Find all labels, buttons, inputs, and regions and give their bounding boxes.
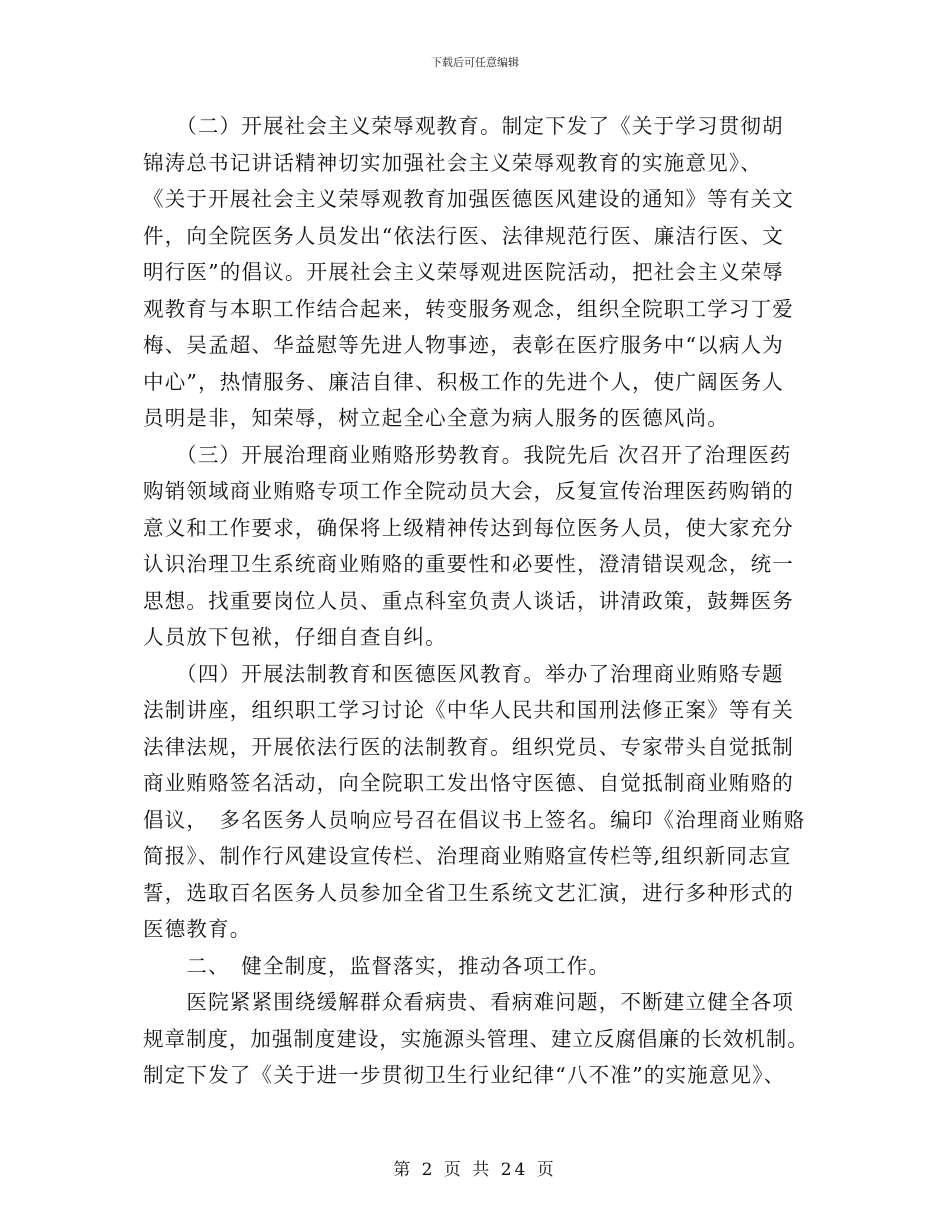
paragraph-line: 意义和工作要求，确保将上级精神传达到每位医务人员，使大家充分 (143, 515, 794, 540)
paragraph-line: 中心”，热情服务、廉洁自律、积极工作的先进个人，使广阔医务人 (143, 369, 784, 394)
paragraph-line: 件，向全院医务人员发出“依法行医、法律规范行医、廉洁行医、文 (143, 223, 784, 248)
paragraph-line: 人员放下包袱，仔细自查自纠。 (143, 625, 447, 649)
paragraph-line: 思想。找重要岗位人员、重点科室负责人谈话，讲清政策，鼓舞医务 (143, 588, 794, 613)
paragraph-line: （二）开展社会主义荣辱观教育。制定下发了《关于学习贯彻胡 (143, 114, 784, 138)
paragraph-line: 医院紧紧围绕缓解群众看病贵、看病难问题，不断建立健全各项 (143, 990, 794, 1014)
document-body (143, 108, 809, 1094)
page-header: 下载后可任意编辑 (431, 56, 519, 69)
paragraph-line: 倡议， 多名医务人员响应号召在倡议书上签名。编印《治理商业贿赂 (143, 807, 806, 832)
paragraph-line: 简报》、制作行风建设宣传栏、治理商业贿赂宣传栏等,组织新同志宣 (143, 844, 792, 868)
paragraph-line: 规章制度，加强制度建设，实施源头管理、建立反腐倡廉的长效机制。 (143, 1026, 809, 1051)
page-number-footer: 第 2 页 共 24 页 (393, 1160, 557, 1180)
paragraph-line: 观教育与本职工作结合起来，转变服务观念，组织全院职工学习丁爱 (143, 296, 794, 321)
paragraph-line: 明行医”的倡议。开展社会主义荣辱观进医院活动，把社会主义荣辱 (143, 260, 784, 284)
paragraph-line: 锦涛总书记讲话精神切实加强社会主义荣辱观教育的实施意见》、 (143, 150, 763, 175)
paragraph-line: 员明是非，知荣辱，树立起全心全意为病人服务的医德风尚。 (143, 406, 729, 430)
paragraph-line: 法制讲座，组织职工学习讨论《中华人民共和国刑法修正案》等有关 (143, 698, 794, 722)
paragraph-line: 购销领域商业贿赂专项工作全院动员大会，反复宣传治理医药购销的 (143, 479, 794, 503)
paragraph-line: 誓，选取百名医务人员参加全省卫生系统文艺汇演，进行多种形式的 (143, 880, 794, 905)
paragraph-line: 商业贿赂签名活动，向全院职工发出恪守医德、自觉抵制商业贿赂的 (143, 771, 794, 795)
paragraph-line: 二、 健全制度，监督落实，推动各项工作。 (143, 953, 611, 978)
paragraph-line: 梅、吴孟超、华益慰等先进人物事迹，表彰在医疗服务中“以病人为 (143, 333, 784, 357)
paragraph-line: 医德教育。 (143, 917, 252, 941)
paragraph-line: 制定下发了《关于进一步贯彻卫生行业纪律“八不准”的实施意见》、 (143, 1063, 786, 1087)
paragraph-line: 《关于开展社会主义荣辱观教育加强医德医风建设的通知》等有关文 (143, 187, 794, 211)
paragraph-line: （四）开展法制教育和医德医风教育。举办了治理商业贿赂专题 (143, 661, 784, 686)
paragraph-line: 认识治理卫生系统商业贿赂的重要性和必要性，澄清错误观念，统一 (143, 552, 794, 576)
paragraph-line: 法律法规，开展依法行医的法制教育。组织党员、专家带头自觉抵制 (143, 734, 794, 759)
paragraph-line: （三）开展治理商业贿赂形势教育。我院先后 次召开了治理医药 (143, 442, 792, 467)
